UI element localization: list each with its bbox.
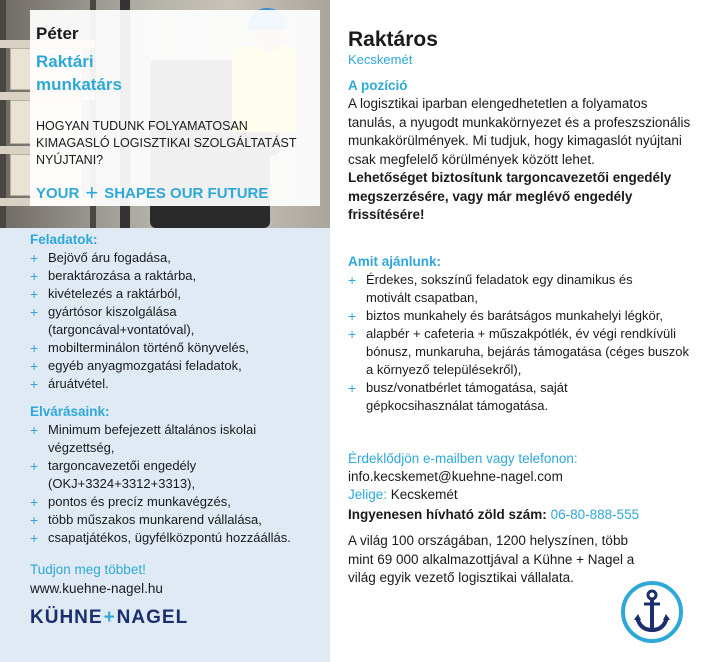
company-statement: A világ 100 országában, 1200 helyszínen, több mint 69 000 alkalmazottjával a Kühne + Nagel a világ egyik vezető logisztikai vállalata. — [348, 533, 635, 585]
list-item: + kivételezés a raktárból, — [30, 286, 181, 302]
plus-bullet-icon: + — [30, 340, 39, 356]
contact-phone — [348, 507, 639, 522]
plus-bullet-icon: + — [30, 250, 39, 266]
phone-label: Ingyenesen hívható zöld szám: — [348, 507, 547, 522]
location-label: Jelige: — [348, 487, 388, 502]
job-title: Raktáros — [348, 28, 438, 51]
requirements-list — [30, 421, 330, 547]
list-item: + Bejövő áru fogadása, — [30, 250, 171, 266]
list-item: + gyártósor kiszolgálása (targoncával+vontatóval), — [30, 304, 195, 337]
phone-number[interactable]: 06-80-888-555 — [550, 507, 640, 522]
slogan-left: YOUR — [36, 185, 80, 202]
tasks-section — [30, 232, 330, 393]
plus-bullet-icon: + — [348, 380, 357, 396]
location-value: Kecskemét — [390, 487, 458, 502]
list-item: + busz/vonatbérlet támogatása, saját gépkocsihasználat támogatása. — [348, 380, 568, 413]
plus-bullet-icon: + — [30, 268, 39, 284]
list-item: + Minimum befejezett általános iskolai végzettség, — [30, 422, 257, 455]
plus-bullet-icon: + — [348, 308, 357, 324]
plus-bullet-icon: + — [30, 286, 39, 302]
job-location: Kecskemét — [348, 52, 413, 67]
tasks-title: Feladatok: — [30, 232, 98, 247]
plus-bullet-icon: + — [30, 512, 39, 528]
kuehne-nagel-logo: KÜHNE+NAGEL — [30, 607, 189, 628]
list-item: + beraktározása a raktárba, — [30, 268, 197, 284]
plus-bullet-icon: + — [30, 458, 39, 474]
list-item: + csapatjátékos, ügyfélközpontú hozzáállás. — [30, 530, 291, 546]
employee-role: Raktári munkatárs — [36, 52, 122, 94]
website-link[interactable]: www.kuehne-nagel.hu — [30, 581, 163, 596]
headline-question: HOGYAN TUDUNK FOLYAMATOSAN KIMAGASLÓ LOGISZTIKAI SZOLGÁLTATÁST NYÚJTANI? — [36, 119, 297, 167]
position-highlight: Lehetőséget biztosítunk targoncavezetői engedély megszerzésére, vagy már meglévő engedély frissítésére! — [348, 170, 672, 222]
plus-bullet-icon: + — [30, 494, 39, 510]
learn-more-link[interactable]: Tudjon meg többet! — [30, 562, 146, 577]
right-column — [348, 0, 700, 662]
plus-bullet-icon: + — [30, 358, 39, 374]
list-item: + targoncavezetői engedély (OKJ+3324+3312+3313), — [30, 458, 197, 491]
plus-icon: + — [85, 180, 99, 205]
plus-bullet-icon: + — [348, 326, 357, 342]
requirements-section — [30, 404, 330, 547]
list-item: + egyéb anyagmozgatási feladatok, — [30, 358, 242, 374]
contact-location — [348, 487, 458, 502]
contact-title: Érdeklődjön e-mailben vagy telefonon: — [348, 451, 578, 466]
list-item: + mobilterminálon történő könyvelés, — [30, 340, 249, 356]
anchor-icon — [620, 580, 684, 644]
plus-bullet-icon: + — [348, 272, 357, 288]
position-title: A pozíció — [348, 78, 408, 93]
offer-list — [348, 271, 693, 415]
list-item: + áruátvétel. — [30, 376, 109, 392]
contact-email[interactable]: info.kecskemet@kuehne-nagel.com — [348, 469, 563, 484]
list-item: + pontos és precíz munkavégzés, — [30, 494, 231, 510]
list-item: + több műszakos munkarend vállalása, — [30, 512, 262, 528]
slogan-right: SHAPES OUR FUTURE — [104, 185, 269, 202]
offer-section — [348, 254, 693, 415]
plus-bullet-icon: + — [30, 422, 39, 438]
list-item: + Érdekes, sokszínű feladatok egy dinamikus és motivált csapatban, — [348, 272, 633, 305]
left-column — [0, 0, 330, 662]
list-item: + alapbér + cafeteria + műszakpótlék, év végi rendkívüli bónusz, munkaruha, bejárás támogatása (céges buszok a környező településekről), — [348, 326, 690, 377]
plus-bullet-icon: + — [30, 530, 39, 546]
plus-bullet-icon: + — [30, 304, 39, 320]
slogan — [36, 180, 268, 206]
offer-title: Amit ajánlunk: — [348, 254, 442, 269]
tasks-list — [30, 249, 330, 393]
plus-bullet-icon: + — [30, 376, 39, 392]
position-text: A logisztikai iparban elengedhetetlen a folyamatos tanulás, a nyugodt munkakörnyezet és a profeszszionális munkakörülmények. Mi tudjuk, hogy kimagaslót nyújtani csak megfelelő körülmények között lehet. — [348, 96, 691, 167]
employee-name: Péter — [36, 24, 79, 43]
list-item: + biztos munkahely és barátságos munkahelyi légkör, — [348, 308, 663, 324]
position-section — [348, 78, 693, 225]
requirements-title: Elvárásaink: — [30, 404, 110, 419]
headline-overlay — [30, 10, 320, 206]
